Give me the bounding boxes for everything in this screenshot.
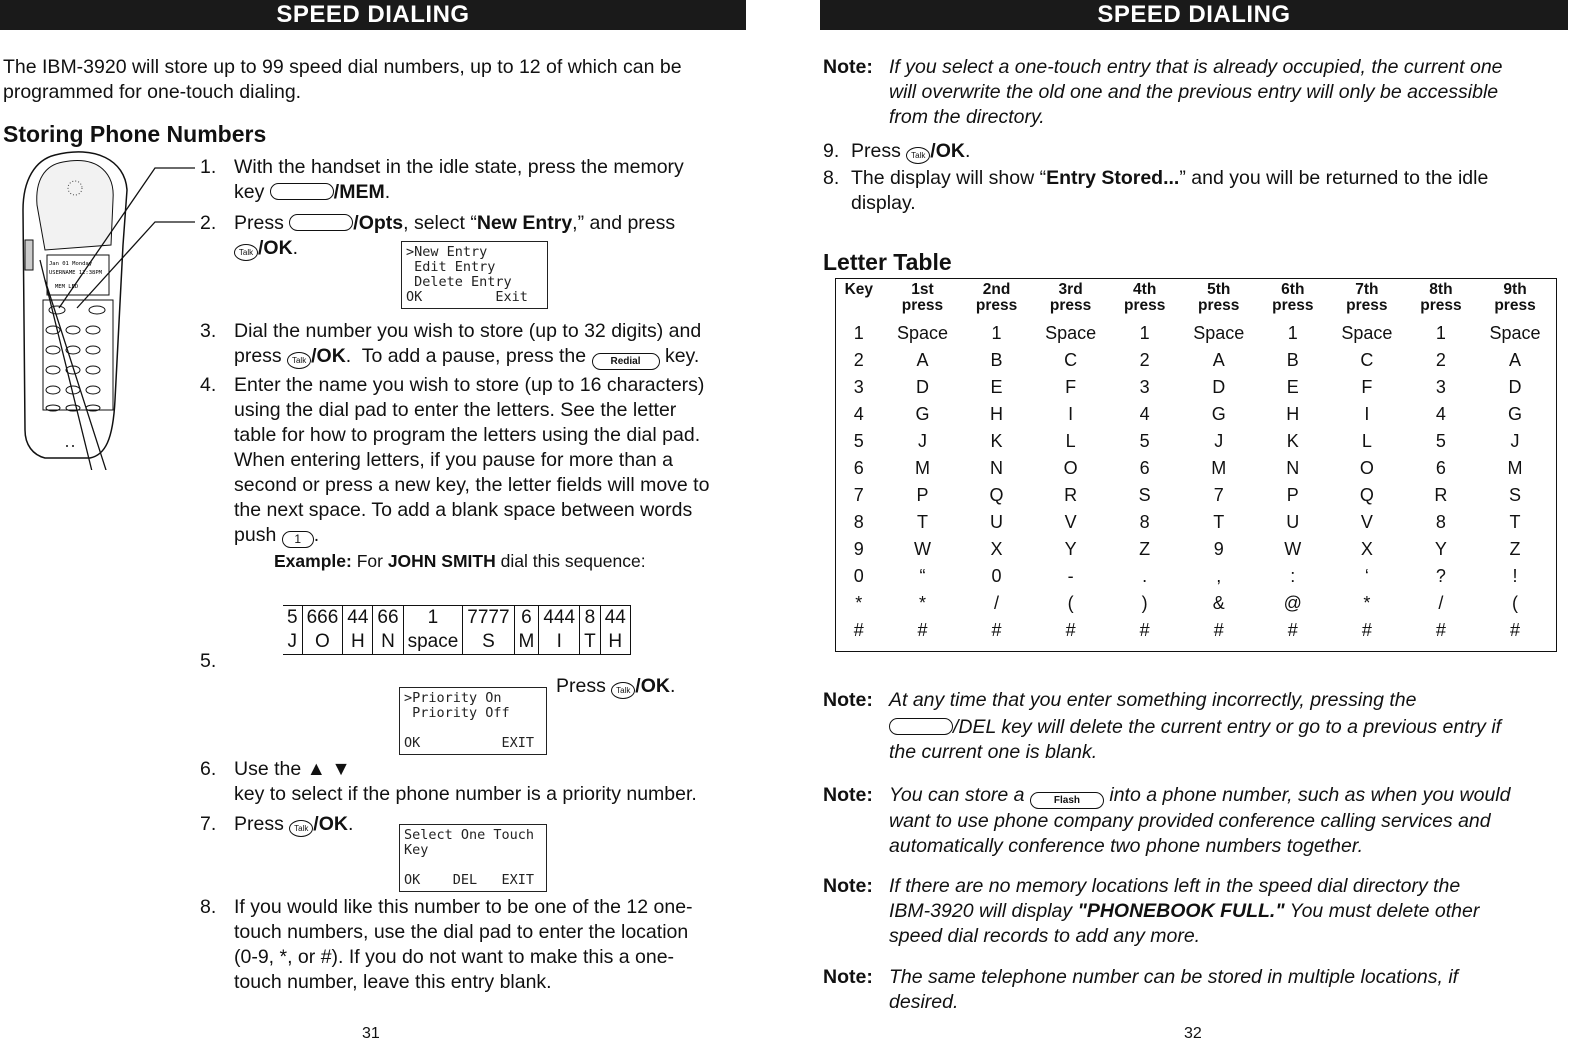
table-cell: # — [991, 620, 1002, 640]
step-5-press-text: Press — [556, 675, 606, 697]
table-cell: * — [855, 593, 863, 613]
table-cell: O — [1063, 458, 1078, 478]
example-digit-cell: 5 — [287, 607, 298, 628]
table-cell: S — [1138, 485, 1151, 505]
ok-label: /OK — [313, 813, 348, 835]
one-key-icon: 1 — [282, 531, 314, 548]
table-cell: 2 — [853, 350, 864, 370]
step-1-number: 1. — [200, 156, 217, 178]
table-cell: 7 — [853, 485, 864, 505]
table-cell: J — [917, 431, 927, 451]
section-title: Storing Phone Numbers — [3, 121, 267, 147]
letter-table-header: 5th press — [1198, 281, 1240, 314]
note-1-line-3: from the directory. — [889, 106, 1045, 128]
note-4 — [823, 874, 1479, 949]
example-digit-cell: 666 — [302, 606, 343, 630]
step-8 — [200, 895, 693, 995]
step-7-number: 7. — [200, 813, 217, 835]
example-digit-cell: 6 — [514, 606, 539, 630]
example-digit-cell: 44 — [343, 606, 373, 630]
table-cell: Space — [1341, 323, 1393, 343]
step-5-number: 5. — [200, 650, 217, 672]
table-row — [836, 401, 1556, 428]
letter-table-header: 2nd press — [975, 281, 1018, 314]
table-cell: ( — [1067, 593, 1074, 613]
table-cell: * — [918, 593, 926, 613]
table-cell: 5 — [1139, 431, 1150, 451]
step-8-line-4: touch number, leave this entry blank. — [234, 971, 552, 993]
table-cell: O — [1359, 458, 1374, 478]
table-cell: I — [1068, 404, 1074, 424]
table-cell: F — [1065, 377, 1077, 397]
example-letter-cell: T — [580, 630, 601, 654]
example-sequence-box — [283, 605, 631, 655]
lcd-priority-menu: >Priority On Priority Off OK EXIT — [399, 687, 547, 755]
step-8-right-a: The display will show “ — [851, 167, 1047, 189]
del-key-icon — [889, 718, 953, 735]
example-digit-cell: 7777 — [463, 606, 514, 630]
table-cell: # — [853, 620, 864, 640]
step-3-number: 3. — [200, 320, 217, 342]
talk-key-icon: Talk — [287, 352, 311, 369]
table-row — [836, 347, 1556, 374]
table-cell: 7 — [1213, 485, 1224, 505]
table-cell: I — [1364, 404, 1370, 424]
table-cell: Q — [989, 485, 1004, 505]
note-3 — [823, 783, 1510, 859]
letter-table — [835, 278, 1557, 652]
table-cell: / — [994, 593, 1000, 613]
table-cell: # — [1510, 620, 1521, 640]
note-1-line-1: If you select a one-touch entry that is already occupied, the current one — [889, 56, 1503, 78]
letter-table-header: 8th press — [1420, 281, 1462, 314]
example-letter-cell: I — [539, 630, 580, 654]
example-letter-cell: M — [514, 630, 539, 654]
note-3-b: into a phone number, such as when you would — [1109, 784, 1511, 806]
note-2-line-3: the current one is blank. — [889, 741, 1098, 763]
table-cell: Y — [1064, 539, 1077, 559]
step-7: 7. Press Talk /OK. — [200, 813, 354, 835]
note-1 — [823, 55, 1503, 130]
talk-key-icon: Talk — [611, 682, 635, 699]
table-cell: U — [1286, 512, 1300, 532]
table-cell: G — [1508, 404, 1523, 424]
table-cell: Z — [1139, 539, 1151, 559]
table-cell: / — [1438, 593, 1444, 613]
left-page-number: 31 — [362, 1025, 380, 1042]
table-cell: . — [1142, 566, 1148, 586]
table-cell: T — [916, 512, 928, 532]
table-cell: 1 — [1287, 323, 1298, 343]
note-4-line-3: speed dial records to add any more. — [889, 925, 1201, 947]
table-row — [836, 374, 1556, 401]
table-cell: @ — [1283, 593, 1302, 613]
table-cell: 1 — [1435, 323, 1446, 343]
table-cell: 6 — [853, 458, 864, 478]
new-entry-label: New Entry — [476, 212, 573, 234]
table-cell: 4 — [1435, 404, 1446, 424]
example-letter-cell: N — [373, 630, 403, 654]
entry-stored-label: Entry Stored... — [1046, 167, 1180, 189]
step-2-and-press: ,” and press — [572, 212, 676, 234]
table-cell: 8 — [1139, 512, 1150, 532]
table-cell: N — [1286, 458, 1300, 478]
table-cell: B — [990, 350, 1003, 370]
letter-table-header: 4th press — [1123, 281, 1166, 314]
step-1-text-b: key — [234, 181, 265, 203]
right-page-number: 32 — [1184, 1025, 1202, 1042]
table-row — [836, 320, 1556, 347]
table-cell: V — [1360, 512, 1373, 532]
table-cell: Space — [1489, 323, 1541, 343]
example-letter-cell: space — [403, 630, 463, 654]
table-row — [836, 428, 1556, 455]
table-cell: G — [1211, 404, 1226, 424]
step-3-pause: To add a pause, press the — [361, 345, 587, 367]
intro-paragraph: The IBM-3920 will store up to 99 speed dial numbers, up to 12 of which can be programmed for one-touch dialing. — [3, 56, 682, 103]
mem-label: /MEM — [333, 181, 385, 203]
note-4-b2: You must delete other — [1289, 900, 1480, 922]
step-8-number: 8. — [200, 896, 217, 918]
lcd-new-entry-menu: >New Entry Edit Entry Delete Entry OK Exit — [401, 241, 548, 309]
table-cell: 0 — [853, 566, 864, 586]
step-8-line-3: (0-9, *, or #). If you do not want to make this a one- — [234, 946, 675, 968]
letter-table-title: Letter Table — [823, 249, 952, 275]
table-cell: U — [990, 512, 1004, 532]
table-cell: 3 — [1139, 377, 1150, 397]
table-cell: B — [1286, 350, 1299, 370]
letter-table-header: Key — [844, 281, 873, 298]
table-cell: , — [1216, 566, 1222, 586]
ok-label: /OK — [258, 237, 293, 259]
example-letter-cell: H — [343, 630, 373, 654]
table-cell: D — [915, 377, 929, 397]
note-5-line-2: desired. — [889, 991, 959, 1013]
table-cell: C — [1360, 350, 1374, 370]
table-cell: Space — [1193, 323, 1245, 343]
step-4-push: push — [234, 524, 277, 546]
table-cell: 0 — [991, 566, 1002, 586]
note-label: Note: — [823, 56, 873, 78]
table-cell: - — [1067, 566, 1074, 586]
table-cell: # — [1065, 620, 1076, 640]
step-8-right-c: display. — [851, 192, 916, 214]
table-cell: 9 — [1213, 539, 1224, 559]
table-cell: 9 — [853, 539, 864, 559]
table-cell: 8 — [853, 512, 864, 532]
table-cell: Z — [1509, 539, 1521, 559]
table-cell: W — [1284, 539, 1302, 559]
table-cell: ( — [1512, 593, 1519, 613]
table-cell: E — [1286, 377, 1299, 397]
redial-key-icon: Redial — [592, 353, 660, 370]
table-cell: 2 — [1435, 350, 1446, 370]
step-8-line-1: If you would like this number to be one of the 12 one- — [234, 896, 693, 918]
table-cell: # — [1139, 620, 1150, 640]
table-cell: H — [1286, 404, 1300, 424]
table-cell: H — [990, 404, 1004, 424]
table-cell: “ — [919, 566, 926, 586]
step-9-press: Press — [851, 140, 901, 162]
table-cell: P — [916, 485, 929, 505]
example-digit-cell: 66 — [373, 606, 403, 630]
table-cell: D — [1212, 377, 1226, 397]
step-3-press: press — [234, 345, 282, 367]
step-5 — [200, 649, 234, 674]
table-cell: A — [1509, 350, 1522, 370]
table-cell: 8 — [1435, 512, 1446, 532]
table-cell: ) — [1141, 593, 1148, 613]
table-cell: : — [1290, 566, 1296, 586]
table-cell: ‘ — [1364, 566, 1369, 586]
step-2-press: Press — [234, 212, 284, 234]
table-cell: & — [1212, 593, 1225, 613]
table-cell: Space — [896, 323, 948, 343]
table-cell: 5 — [853, 431, 864, 451]
note-3-line-3: automatically conference two phone numbers together. — [889, 835, 1364, 857]
ok-label: /OK — [930, 140, 965, 162]
svg-text:MEM LED: MEM LED — [55, 284, 79, 290]
talk-key-icon: Talk — [234, 244, 258, 261]
table-cell: V — [1064, 512, 1077, 532]
note-label: Note: — [823, 966, 873, 988]
table-cell: 5 — [1435, 431, 1446, 451]
step-6-text-a: Use the ▲ ▼ — [234, 758, 351, 780]
example-label: Example: — [274, 551, 352, 571]
note-3-line-1 — [889, 783, 1510, 809]
note-5 — [823, 965, 1458, 1015]
letter-table-header: 6th press — [1272, 281, 1314, 314]
step-4-line-5: second or press a new key, the letter fields will move to — [234, 474, 710, 496]
table-cell: R — [1434, 485, 1448, 505]
table-cell: * — [1363, 593, 1371, 613]
note-2-line-2 — [889, 715, 1501, 740]
table-cell: S — [1509, 485, 1522, 505]
left-page-header: SPEED DIALING — [0, 0, 746, 30]
table-cell: M — [1211, 458, 1227, 478]
memory-key-icon — [270, 183, 334, 200]
letter-table-header: 7th press — [1346, 281, 1388, 314]
table-cell: # — [1287, 620, 1298, 640]
table-cell: C — [1064, 350, 1078, 370]
table-cell: R — [1064, 485, 1078, 505]
table-cell: A — [1212, 350, 1225, 370]
letter-table-header: 9th press — [1494, 281, 1536, 314]
table-cell: J — [1214, 431, 1224, 451]
example-tail: dial this sequence: — [500, 551, 646, 571]
step-8-right-b: ” and you will be returned to the idle — [1179, 167, 1489, 189]
table-cell: 4 — [1139, 404, 1150, 424]
table-cell: A — [916, 350, 929, 370]
table-cell: L — [1065, 431, 1076, 451]
table-row — [836, 590, 1556, 617]
table-cell: F — [1361, 377, 1373, 397]
table-cell: W — [913, 539, 931, 559]
options-key-icon — [289, 214, 353, 231]
table-cell: # — [1361, 620, 1372, 640]
table-cell: 3 — [853, 377, 864, 397]
step-9-number: 9. — [823, 140, 840, 162]
table-cell: 2 — [1139, 350, 1150, 370]
letter-table-header: 1st press — [901, 281, 944, 314]
note-4-line-2 — [889, 899, 1479, 924]
table-cell: ? — [1435, 566, 1446, 586]
step-4-line-3: table for how to program the letters using the dial pad. — [234, 424, 701, 446]
handset-illustration — [15, 150, 195, 470]
example-name: JOHN SMITH — [387, 551, 496, 571]
step-2-select: , select “ — [403, 212, 477, 234]
step-8-right-number: 8. — [823, 167, 840, 189]
step-6 — [200, 757, 697, 807]
table-cell: # — [1213, 620, 1224, 640]
note-5-line-1: The same telephone number can be stored in multiple locations, if — [889, 966, 1459, 988]
note-3-line-2: want to use phone company provided conference calling services and — [889, 810, 1491, 832]
example-digit-cell: 444 — [539, 606, 580, 630]
note-2-line-2-text: /DEL key will delete the current entry or go to a previous entry if — [953, 716, 1502, 738]
step-4-line-6: the next space. To add a blank space between words — [234, 499, 693, 521]
step-7-press: Press — [234, 813, 284, 835]
step-4-line-1: Enter the name you wish to store (up to 16 characters) — [234, 374, 705, 396]
table-cell: 3 — [1435, 377, 1446, 397]
example-letter-cell: J — [287, 631, 298, 652]
table-cell: 4 — [853, 404, 864, 424]
table-row — [836, 509, 1556, 536]
table-cell: G — [915, 404, 930, 424]
table-cell: 1 — [853, 323, 864, 343]
phonebook-full-label: "PHONEBOOK FULL." — [1077, 900, 1285, 922]
table-cell: M — [914, 458, 930, 478]
table-cell: T — [1509, 512, 1521, 532]
step-8-line-2: touch numbers, use the dial pad to enter the location — [234, 921, 689, 943]
opts-label: /Opts — [353, 212, 404, 234]
table-cell: # — [1435, 620, 1446, 640]
step-5-press: Press Talk /OK. — [556, 675, 676, 697]
step-2: 2. Press /Opts, select “New Entry,” and press Talk /OK. — [200, 212, 676, 259]
table-cell: Q — [1359, 485, 1374, 505]
ok-label: /OK — [311, 345, 346, 367]
table-cell: M — [1507, 458, 1523, 478]
note-label: Note: — [823, 875, 873, 897]
example-letter-cell: S — [463, 630, 514, 654]
letter-table-header: 3rd press — [1049, 281, 1092, 314]
svg-text:Jan 01 Monday: Jan 01 Monday — [49, 261, 93, 267]
table-cell: X — [1360, 539, 1373, 559]
ok-label: /OK — [635, 675, 670, 697]
table-cell: N — [990, 458, 1004, 478]
table-cell: K — [1286, 431, 1299, 451]
table-cell: J — [1510, 431, 1520, 451]
table-cell: ! — [1512, 566, 1518, 586]
step-4: 4. Enter the name you wish to store (up to 16 characters) using the dial pad to enter the letters. See the letter table for how to program the letters using the dial pad. When entering letters, if you pause for more than a second or press a new key, the letter fields will move to the next space. To add a blank space between words push 1 . — [200, 374, 710, 546]
example-letter-cell: O — [302, 630, 343, 654]
table-cell: X — [990, 539, 1003, 559]
step-2-number: 2. — [200, 212, 217, 234]
table-cell: 6 — [1435, 458, 1446, 478]
table-cell: 1 — [1139, 323, 1150, 343]
note-4-line-1: If there are no memory locations left in the speed dial directory the — [889, 875, 1461, 897]
note-4-b1: IBM-3920 will display — [889, 900, 1073, 922]
table-row — [836, 455, 1556, 482]
step-3: 3. Dial the number you wish to store (up to 32 digits) and press Talk /OK. To add a pause, press the Redial key. — [200, 319, 701, 370]
note-2-line-1: At any time that you enter something incorrectly, pressing the — [889, 689, 1417, 711]
step-6-text-b: key to select if the phone number is a priority number. — [234, 783, 697, 805]
step-4-line-2: using the dial pad to enter the letters. See the letter — [234, 399, 677, 421]
example-digit-cell: 8 — [580, 606, 601, 630]
step-4-line-4: When entering letters, if you pause for more than a — [234, 449, 673, 471]
table-cell: E — [990, 377, 1003, 397]
step-9: 9. Press Talk /OK. — [823, 140, 971, 162]
table-row — [836, 617, 1556, 644]
flash-key-icon: Flash — [1030, 792, 1104, 809]
example-digit-cell: 1 — [403, 606, 463, 630]
step-1: 1. With the handset in the idle state, press the memory key /MEM. — [200, 156, 684, 203]
example-caption — [274, 551, 646, 572]
talk-key-icon: Talk — [289, 820, 313, 837]
table-row — [836, 563, 1556, 590]
table-cell: D — [1508, 377, 1522, 397]
table-row — [836, 536, 1556, 563]
note-label: Note: — [823, 784, 873, 806]
table-cell: T — [1213, 512, 1225, 532]
lcd-one-touch-menu: Select One Touch Key OK DEL EXIT — [399, 824, 547, 892]
table-cell: # — [917, 620, 928, 640]
step-1-text: With the handset in the idle state, press the memory — [234, 156, 684, 178]
note-1-line-2: will overwrite the old one and the previous entry will only be accessible — [889, 81, 1499, 103]
step-6-number: 6. — [200, 758, 217, 780]
svg-text:USERNAME 12:38PM: USERNAME 12:38PM — [49, 270, 102, 276]
note-3-a: You can store a — [889, 784, 1025, 806]
table-cell: 6 — [1139, 458, 1150, 478]
table-cell: K — [990, 431, 1003, 451]
note-label: Note: — [823, 689, 873, 711]
talk-key-icon: Talk — [906, 147, 930, 164]
example-letter-cell: H — [600, 630, 630, 654]
table-cell: Space — [1045, 323, 1097, 343]
table-cell: L — [1361, 431, 1372, 451]
table-cell: P — [1286, 485, 1299, 505]
step-3-text: Dial the number you wish to store (up to 32 digits) and — [234, 320, 702, 342]
table-cell: 1 — [991, 323, 1002, 343]
table-row — [836, 482, 1556, 509]
step-4-number: 4. — [200, 374, 217, 396]
example-digit-cell: 44 — [600, 606, 630, 630]
step-3-key: key. — [664, 345, 700, 367]
table-cell: Y — [1434, 539, 1447, 559]
right-page-header: SPEED DIALING — [820, 0, 1568, 30]
example-for: For — [356, 551, 383, 571]
note-2 — [823, 688, 1501, 765]
step-8-right — [823, 166, 1488, 216]
